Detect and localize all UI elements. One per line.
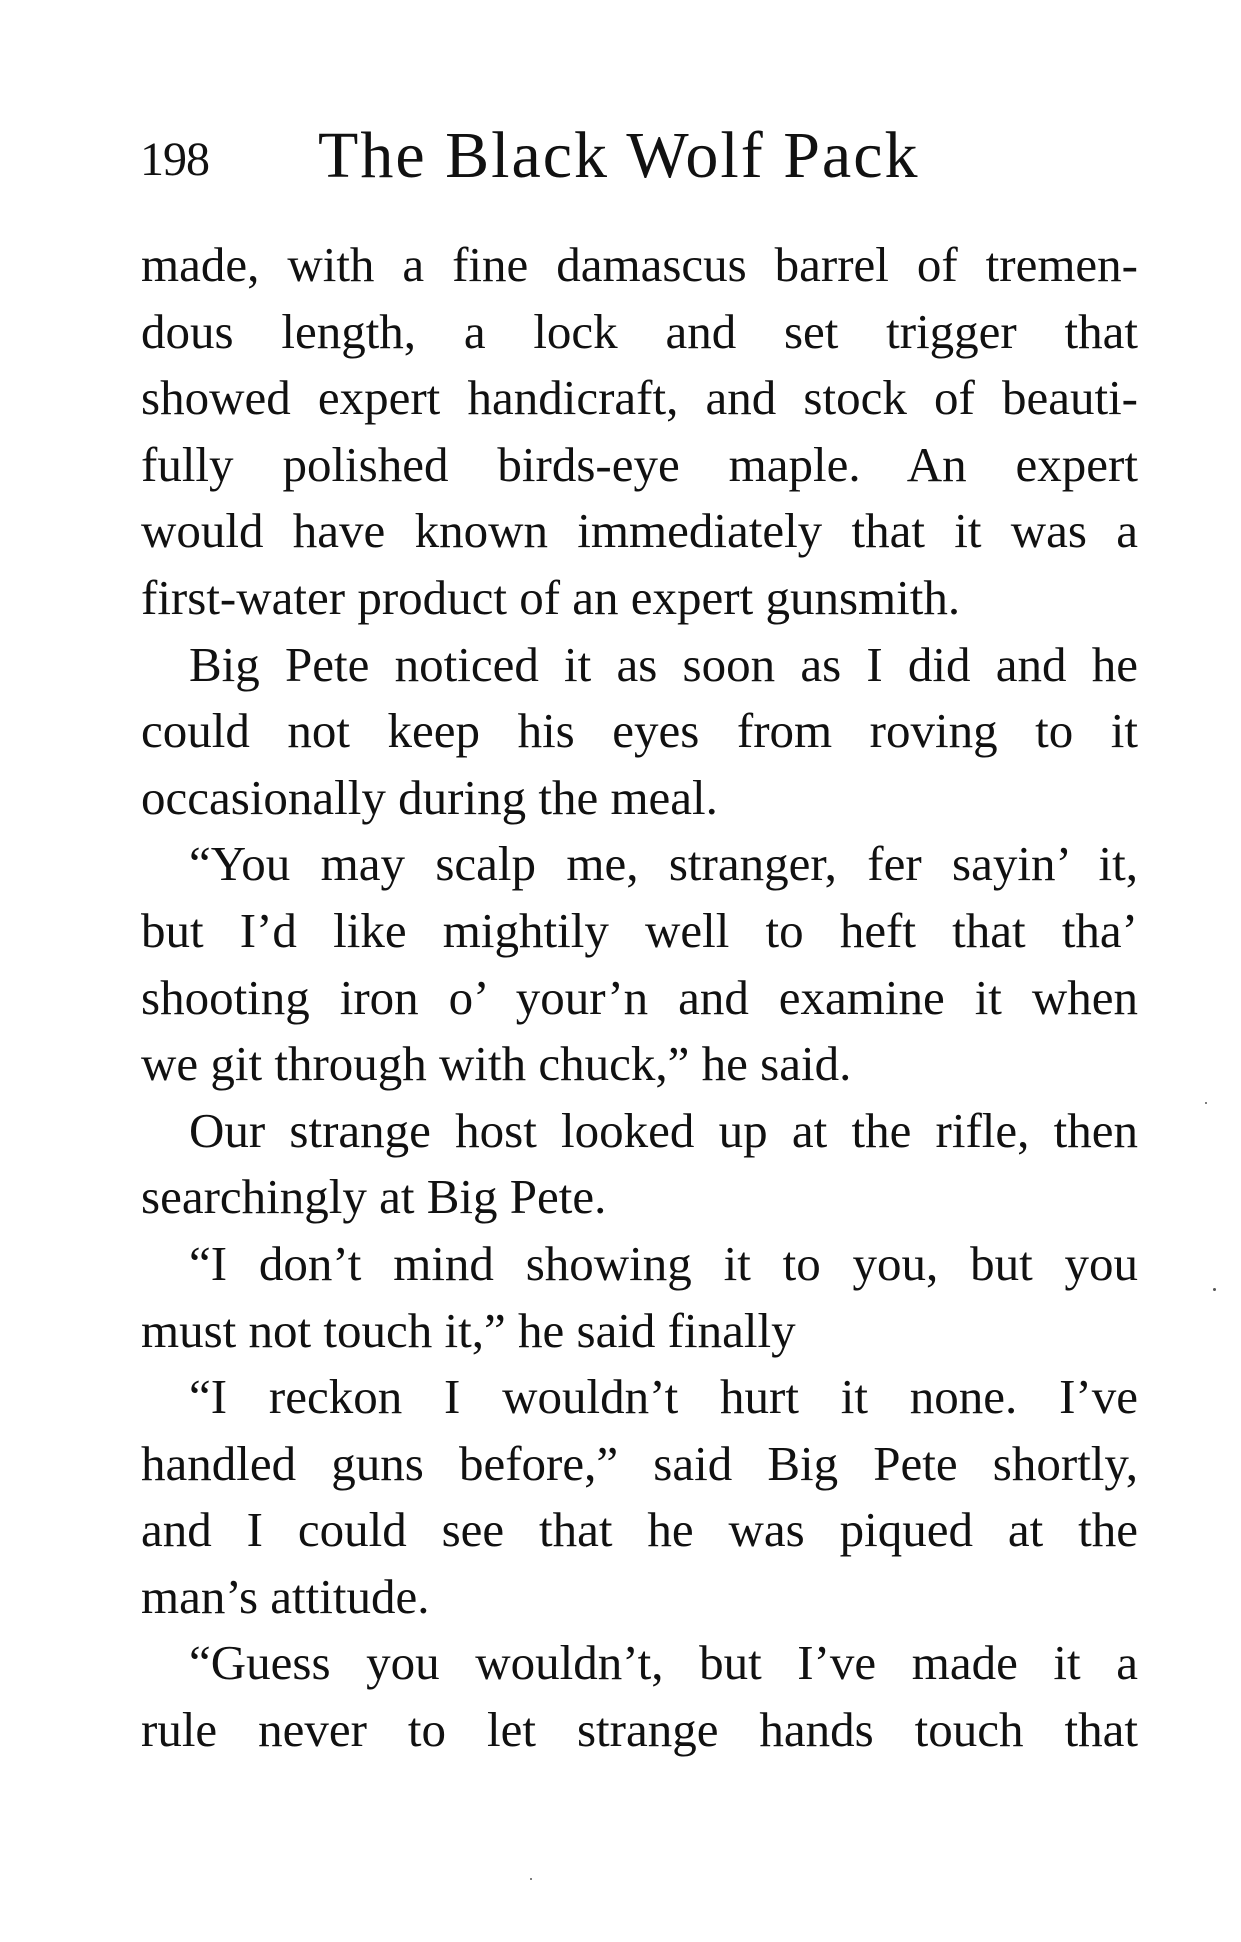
running-title: The Black Wolf Pack bbox=[318, 119, 920, 192]
scan-speck bbox=[1205, 1102, 1207, 1104]
text-line: “I don’t mind showing it to you, but you bbox=[189, 1235, 1138, 1291]
text-line: occasionally during the meal. bbox=[141, 769, 718, 825]
text-line: dous length, a lock and set trigger that bbox=[141, 303, 1138, 359]
text-line: handled guns before,” said Big Pete shortly, bbox=[141, 1435, 1138, 1491]
text-line: must not touch it,” he said finally bbox=[141, 1302, 796, 1358]
text-line: rule never to let strange hands touch that bbox=[141, 1702, 1138, 1758]
text-line: fully polished birds-eye maple. An expert bbox=[141, 436, 1138, 492]
text-line: showed expert handicraft, and stock of beauti- bbox=[141, 370, 1138, 426]
page-number: 198 bbox=[140, 133, 209, 186]
scan-speck bbox=[530, 1878, 532, 1880]
text-line: but I’d like mightily well to heft that tha’ bbox=[141, 902, 1138, 958]
text-line: “I reckon I wouldn’t hurt it none. I’ve bbox=[189, 1369, 1138, 1425]
running-header bbox=[140, 118, 1140, 208]
body-text bbox=[141, 232, 1138, 1764]
text-line: first-water product of an expert gunsmith. bbox=[141, 569, 961, 625]
text-line: man’s attitude. bbox=[141, 1568, 430, 1624]
text-line: we git through with chuck,” he said. bbox=[141, 1036, 852, 1092]
text-line: shooting iron o’ your’n and examine it when bbox=[141, 969, 1138, 1025]
scan-speck bbox=[1213, 1288, 1216, 1291]
text-line: “You may scalp me, stranger, fer sayin’ it, bbox=[189, 836, 1138, 892]
text-line: searchingly at Big Pete. bbox=[141, 1169, 607, 1225]
text-line: Our strange host looked up at the rifle, then bbox=[189, 1102, 1138, 1158]
text-line: Big Pete noticed it as soon as I did and he bbox=[189, 636, 1138, 692]
text-line: could not keep his eyes from roving to it bbox=[141, 703, 1138, 759]
text-line: and I could see that he was piqued at the bbox=[141, 1502, 1138, 1558]
text-line: “Guess you wouldn’t, but I’ve made it a bbox=[189, 1635, 1138, 1691]
text-line: would have known immediately that it was a bbox=[141, 503, 1138, 559]
text-line: made, with a fine damascus barrel of tremen- bbox=[141, 237, 1138, 292]
